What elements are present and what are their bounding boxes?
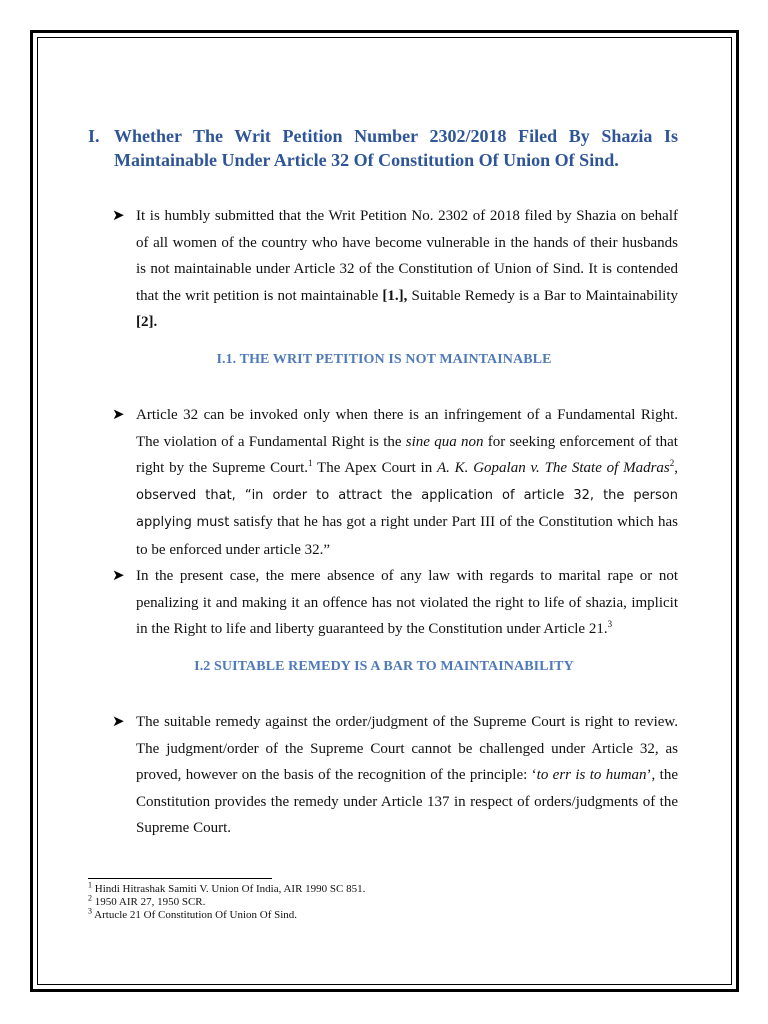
intro-ref-1: [1.], (382, 287, 408, 304)
footnote-ref-1: 1 (308, 458, 313, 468)
s1-b1-d: , (674, 460, 678, 476)
footnote-divider (88, 878, 272, 879)
footnote-ref-2: 2 (669, 458, 675, 468)
s2-b1-b: ’, the Constitution provides the remedy under Article 137 in respect of orders/judgments of the Supreme Court. (136, 767, 678, 836)
intro-paragraph (112, 203, 678, 336)
s1-b1-quote: observed that, “in order to attract the application of article 32, the person applying must (136, 487, 678, 530)
list-item (112, 709, 678, 842)
arrowhead-bullet-icon: ➤ (112, 568, 125, 584)
section-1-body (112, 402, 678, 643)
s1-b2-text: In the present case, the mere absence of any law with regards to marital rape or not penalizing it and making it an offence has not violated the right to life of shazia, implicit in the Right to life and liberty guaranteed by the Constitution under Article 21. (136, 568, 678, 637)
list-item (112, 402, 678, 563)
heading-number: I. (88, 126, 100, 146)
footnote (88, 880, 366, 896)
footnote-number: 3 (88, 906, 92, 916)
s1-b1-b: for seeking enforcement of that right by the Supreme Court. (136, 433, 678, 476)
footnote-text: 1950 AIR 27, 1950 SCR. (94, 896, 206, 908)
main-heading (88, 124, 678, 172)
list-item (112, 203, 678, 336)
arrowhead-bullet-icon: ➤ (112, 407, 125, 423)
s2-b1-italic: to err is to human (536, 767, 647, 783)
footnote-number: 1 (88, 880, 92, 890)
heading-line-1: Whether The Writ Petition Number 2302/2018 Filed By Shazia Is (114, 126, 678, 146)
s1-b1-a: Article 32 can be invoked only when there is an infringement of a Fundamental Right. The violation of a Fundamental Right is the (136, 407, 678, 450)
footnote (88, 906, 365, 922)
list-item (112, 563, 678, 643)
section-2-title: I.2 SUITABLE REMEDY IS A BAR TO MAINTAINABILITY (194, 659, 574, 674)
intro-mid: Suitable Remedy is a Bar to Maintainability (407, 287, 679, 304)
footnotes (88, 880, 366, 922)
arrowhead-bullet-icon: ➤ (112, 714, 125, 730)
section-1-title: I.1. THE WRIT PETITION IS NOT MAINTAINABLE (216, 352, 552, 367)
intro-text: It is humbly submitted that the Writ Petition No. 2302 of 2018 filed by Shazia on behalf of all women of the country who have become vulnerable in the hands of their husbands is not maintainable under Article 32 of the Constitution of Union of Sind. It is contended that the writ petition is not maintainable (136, 208, 678, 304)
intro-ref-2: [2]. (136, 314, 158, 330)
footnote (88, 893, 365, 909)
s1-b1-case: A. K. Gopalan v. The State of Madras (436, 460, 670, 476)
s1-b1-e: satisfy that he has got a right under Part III of the Constitution which has to be enforced under article 32.” (136, 514, 678, 558)
footnote-text: Hindi Hitrashak Samiti V. Union Of India, AIR 1990 SC 851. (94, 883, 366, 895)
s1-b1-italic: sine qua non (405, 433, 484, 450)
footnote-ref-3: 3 (607, 619, 613, 629)
arrowhead-bullet-icon: ➤ (112, 208, 125, 224)
section-2-body (112, 709, 678, 842)
heading-line-2: Maintainable Under Article 32 Of Constitution Of Union Of Sind. (114, 150, 619, 170)
footnote-number: 2 (88, 893, 92, 903)
s2-b1-a: The suitable remedy against the order/judgment of the Supreme Court is right to review. The judgment/order of the Supreme Court cannot be challenged under Article 32, as proved, however on the basis of the recognition of the principle: ‘ (136, 714, 678, 783)
s1-b1-c: The Apex Court in (312, 460, 437, 476)
footnote-text: Artucle 21 Of Constitution Of Union Of Sind. (94, 909, 298, 921)
